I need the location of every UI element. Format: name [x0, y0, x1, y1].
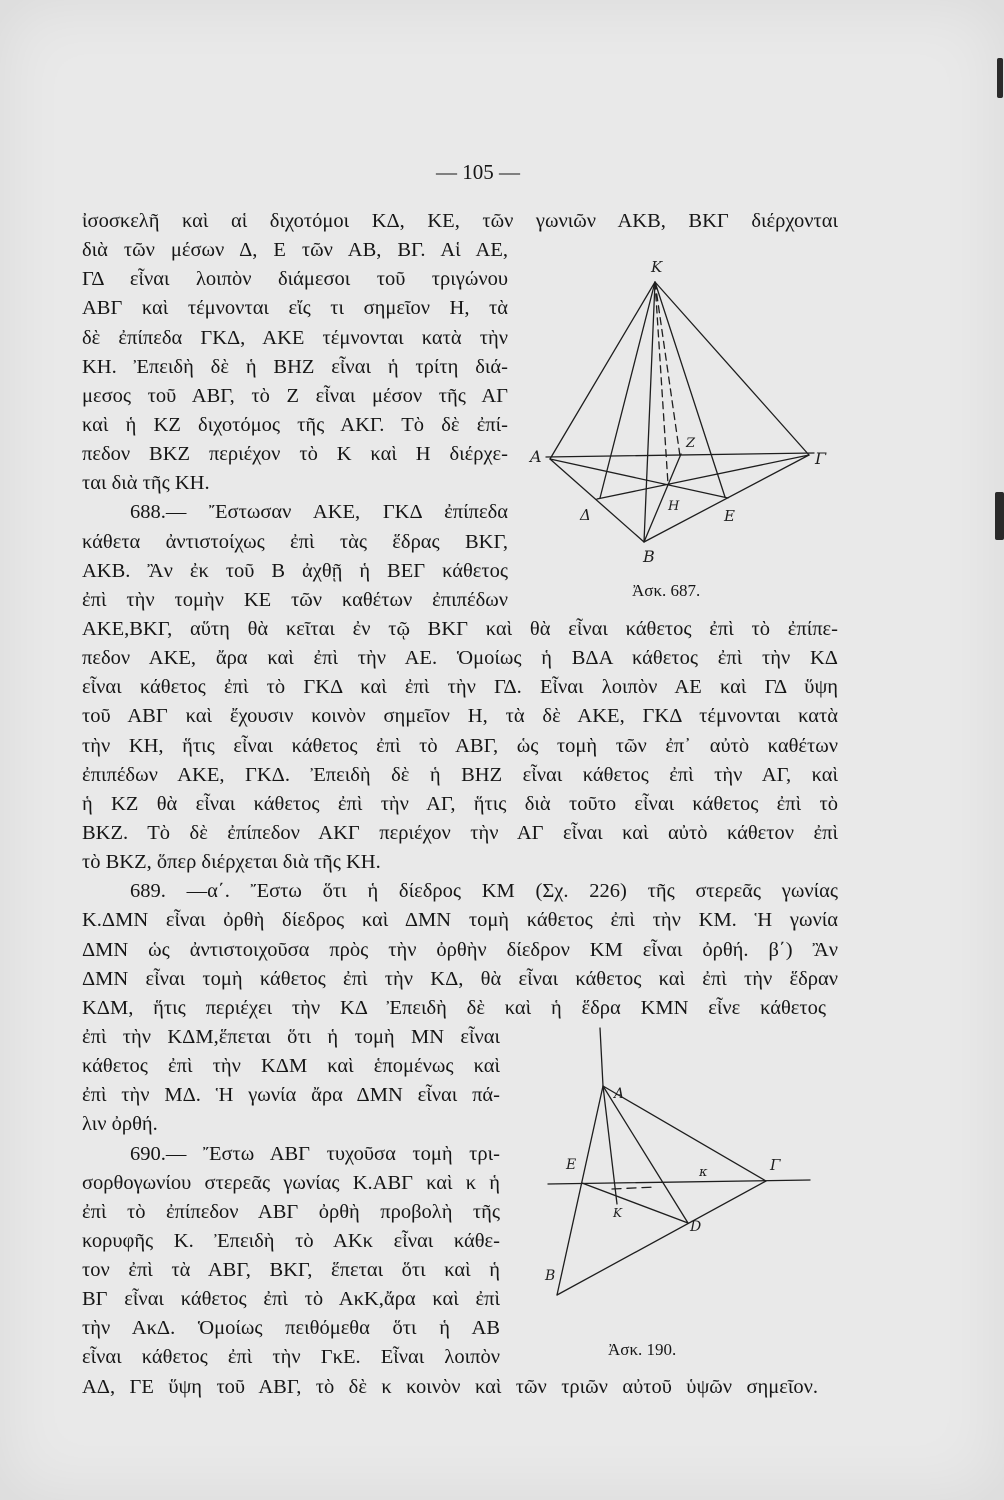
label-e: E	[724, 507, 735, 525]
text-line: δὲ ἐπίπεδα ΓΚΔ, ΑΚΕ τέμνονται κατὰ τὴν	[82, 326, 508, 349]
edge-ad	[603, 1086, 688, 1223]
solid-angle-figure	[538, 1022, 818, 1307]
text-line: ἐπὶ τὴν ΚΔΜ,ἕπεται ὅτι ἡ τομὴ ΜΝ εἶναι	[82, 1025, 500, 1048]
text-line: ἐπὶ τὴν τομὴν ΚΕ τῶν καθέτων ἐπιπέδων	[82, 588, 508, 611]
scan-edge-mark	[995, 492, 1004, 540]
label-a: A	[530, 447, 542, 466]
dashed-mark	[612, 1187, 656, 1189]
text-line: ΚΔΜ, ἥτις περιέχει τὴν ΚΔ Ἐπειδὴ δὲ καὶ ἡ ἕδρα ΚΜΝ εἶνε κάθετος	[82, 996, 826, 1019]
edge-ka	[550, 282, 655, 459]
text-line: καὶ ἡ ΚΖ διχοτόμος τῆς ΑΚΓ. Τὸ δὲ ἐπί-	[82, 413, 508, 436]
text-line: ΔΜΝ εἶναι τομὴ κάθετος ἐπὶ τὴν ΚΔ, θὰ εἶναι κάθετος καὶ ἐπὶ τὴν ἕδραν	[82, 967, 838, 990]
text-line: τὴν ΚΗ, ἥτις εἶναι κάθετος ἐπὶ τὸ ΑΒΓ, ὡς τομὴ τῶν ἐπ᾽ αὐτὸ καθέτων	[82, 734, 838, 757]
median-ae	[550, 459, 728, 498]
text-line: πεδον ΑΚΕ, ἄρα καὶ ἐπὶ τὴν ΑΕ. Ὁμοίως ἡ ΒΔΑ κάθετος ἐπὶ τὴν ΚΔ	[82, 647, 838, 670]
label-k: K	[651, 258, 663, 276]
text-line: ΑΔ, ΓΕ ὕψη τοῦ ΑΒΓ, τὸ δὲ κ κοινὸν καὶ τῶν τριῶν αὐτοῦ ὑψῶν σημεῖον.	[82, 1375, 818, 1398]
edge-kh-dashed	[655, 282, 668, 484]
text-line: εἶναι κάθετος ἐπὶ τὸ ΓΚΔ καὶ ἐπὶ τὴν ΓΔ. Εἶναι λοιπὸν ΑΕ καὶ ΓΔ ὕψη	[82, 676, 838, 699]
figure-caption-190: Ἀσκ. 190.	[608, 1340, 677, 1359]
text-line: ἐπὶ τὴν ΜΔ. Ἡ γωνία ἄρα ΔΜΝ εἶναι πά-	[82, 1084, 500, 1107]
text-line: διὰ τῶν μέσων Δ, Ε τῶν ΑΒ, ΒΓ. Αἱ ΑΕ,	[82, 239, 508, 262]
text-line: τὴν ΑκΔ. Ὁμοίως πειθόμεθα ὅτι ἡ ΑΒ	[82, 1317, 500, 1340]
text-line: κορυφῆς Κ. Ἐπειδὴ τὸ ΑΚκ εἶναι κάθε-	[82, 1229, 500, 1252]
text-line: κάθετα ἀντιστοίχως ἐπὶ τὰς ἕδρας ΒΚΓ,	[82, 530, 508, 553]
text-line: μεσος τοῦ ΑΒΓ, τὸ Ζ εἶναι μέσον τῆς ΑΓ	[82, 384, 508, 407]
label-b: B	[545, 1268, 556, 1284]
exercise-heading-line: 688.— Ἔστωσαν ΑΚΕ, ΓΚΔ ἐπίπεδα	[130, 501, 508, 524]
label-d: Δ	[580, 506, 591, 524]
page-number: — 105 —	[436, 160, 520, 184]
edge-ag	[603, 1086, 766, 1181]
pyramid-figure	[525, 255, 835, 570]
text-line: τὸ ΒΚΖ, ὅπερ διέρχεται διὰ τῆς ΚΗ.	[82, 851, 381, 874]
label-d: D	[690, 1219, 702, 1235]
label-e: E	[566, 1157, 577, 1173]
text-line: τοῦ ΑΒΓ καὶ ἔχουσιν κοινὸν σημεῖον Η, τὰ δὲ ΑΚΕ, ΓΚΔ τέμνονται κατὰ	[82, 705, 838, 728]
scan-edge-mark	[997, 58, 1003, 98]
text-line: πεδον ΒΚΖ περιέχον τὸ Κ καὶ Η διέρχε-	[82, 443, 508, 466]
text-line: τον ἐπὶ τὰ ΑΒΓ, ΒΚΓ, ἕπεται ὅτι καὶ ἡ	[82, 1259, 500, 1282]
line-ge	[548, 1180, 810, 1184]
label-h: H	[668, 499, 680, 514]
label-g: Γ	[770, 1156, 781, 1174]
base-ab	[550, 459, 644, 542]
text-line: Κ.ΔΜΝ εἶναι ὀρθὴ δίεδρος καὶ ΔΜΝ τομὴ κάθετος ἐπὶ τὴν ΚΜ. Ἡ γωνία	[82, 909, 838, 932]
label-kappa: κ	[699, 1165, 708, 1180]
label-g: Γ	[815, 449, 827, 468]
label-k: K	[613, 1206, 622, 1220]
edge-ke	[655, 282, 725, 497]
text-line: ἐπὶ τὸ ἐπίπεδον ΑΒΓ ὀρθὴ προβολὴ τῆς	[82, 1200, 500, 1223]
text-line: ἰσοσκελῆ καὶ αἱ διχοτόμοι ΚΔ, ΚΕ, τῶν γωνιῶν ΑΚΒ, ΒΚΓ διέρχονται	[82, 210, 838, 232]
text-line: ται διὰ τῆς ΚΗ.	[82, 472, 210, 495]
figure-caption-687: Ἀσκ. 687.	[632, 581, 701, 600]
text-line: εἶναι κάθετος ἐπὶ τὴν ΓκΕ. Εἶναι λοιπὸν	[82, 1346, 500, 1369]
edge-vertical	[600, 1028, 603, 1086]
edge-bg	[557, 1181, 766, 1295]
label-b: B	[643, 547, 655, 566]
text-line: ΑΒΓ καὶ τέμνονται εἴς τι σημεῖον Η, τὰ	[82, 297, 508, 320]
text-line: ΒΚΖ. Τὸ δὲ ἐπίπεδον ΑΚΓ περιέχον τὴν ΑΓ εἶναι καὶ αὐτὸ κάθετον ἐπὶ	[82, 821, 838, 844]
exercise-heading-line: 690.— Ἔστω ΑΒΓ τυχοῦσα τομὴ τρι-	[130, 1142, 500, 1165]
line-ed	[582, 1183, 688, 1223]
text-line: ΒΓ εἶναι κάθετος ἐπὶ τὸ ΑκΚ,ἄρα καὶ ἐπὶ	[82, 1288, 500, 1311]
text-line: ΑΚΕ,ΒΚΓ, αὕτη θὰ κεῖται ἐν τῷ ΒΚΓ καὶ θὰ εἶναι κάθετος ἐπὶ τὸ ἐπίπε-	[82, 617, 838, 640]
label-a: A	[614, 1086, 625, 1102]
edge-ak	[603, 1086, 617, 1204]
exercise-heading-line: 689. —α΄. Ἔστω ὅτι ἡ δίεδρος ΚΜ (Σχ. 226) τῆς στερεᾶς γωνίας	[130, 880, 838, 903]
median-bz	[644, 454, 681, 542]
text-line: ΓΔ εἶναι λοιπὸν διάμεσοι τοῦ τριγώνου	[82, 268, 508, 291]
text-line: σορθογωνίου στερεᾶς γωνίας Κ.ΑΒΓ καὶ κ ἡ	[82, 1171, 500, 1194]
label-z: Z	[686, 436, 696, 451]
edge-ab	[557, 1086, 603, 1295]
text-line: ΑΚΒ. Ἂν ἐκ τοῦ Β ἀχθῇ ἡ ΒΕΓ κάθετος	[82, 559, 508, 582]
text-line: λιν ὀρθή.	[82, 1113, 158, 1136]
text-line: ΔΜΝ ὡς ἀντιστοιχοῦσα πρὸς τὴν ὀρθὴν δίεδρον ΚΜ εἶναι ὀρθή. β΄) Ἂν	[82, 938, 838, 961]
edge-kg	[655, 282, 809, 455]
text-line: κάθετος ἐπὶ τὴν ΚΔΜ καὶ ἑπομένως καὶ	[82, 1055, 500, 1078]
edge-kz-dashed	[655, 282, 680, 456]
text-line: ἐπιπέδων ΑΚΕ, ΓΚΔ. Ἐπειδὴ δὲ ἡ ΒΗΖ εἶναι κάθετος ἐπὶ τὴν ΑΓ, καὶ	[82, 763, 838, 786]
text-line: ἡ ΚΖ θὰ εἶναι κάθετος ἐπὶ τὴν ΑΓ, ἥτις διὰ τοῦτο εἶναι κάθετος ἐπὶ τὸ	[82, 792, 838, 815]
text-line: ΚΗ. Ἐπειδὴ δὲ ἡ ΒΗΖ εἶναι ἡ τρίτη διά-	[82, 355, 508, 378]
